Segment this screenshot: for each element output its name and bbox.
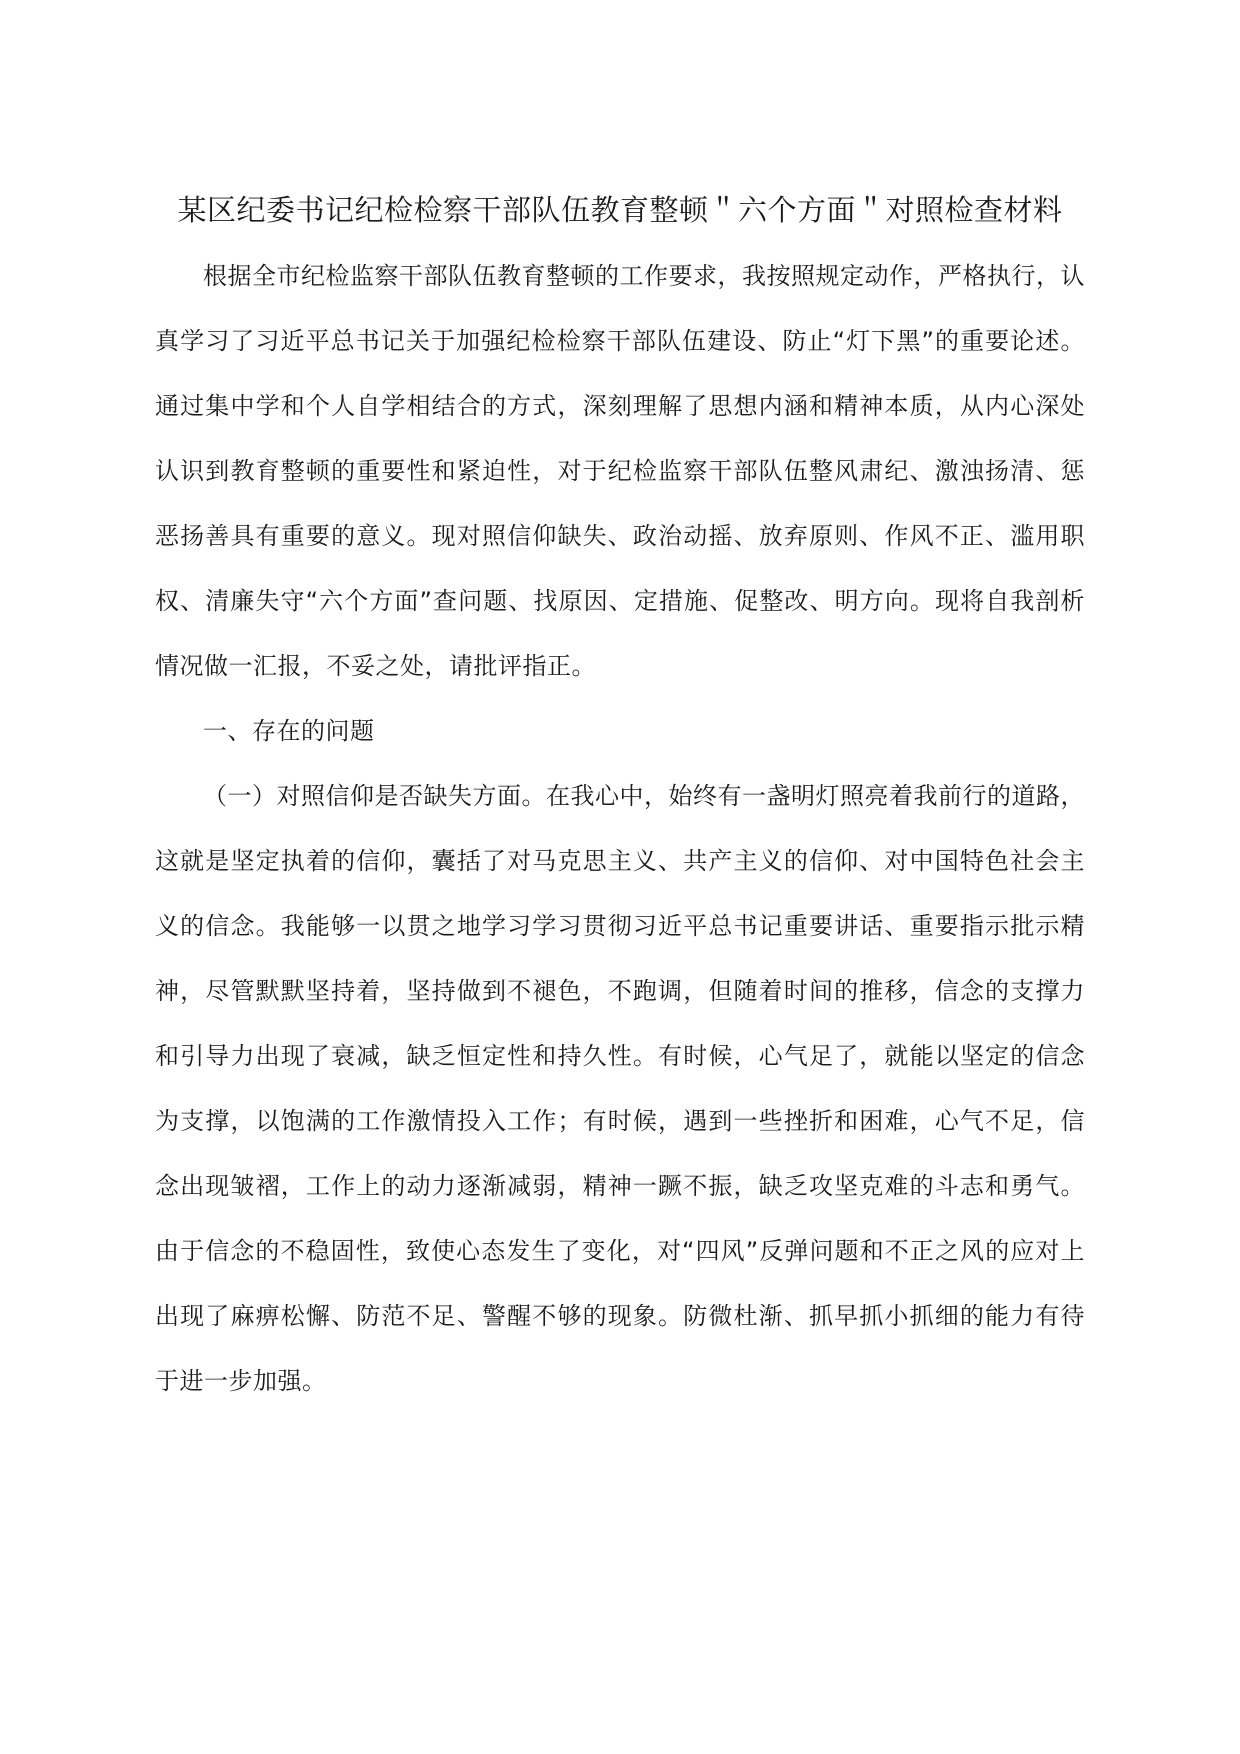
title-block: [155, 178, 1085, 242]
intro-paragraph: 根据全市纪检监察干部队伍教育整顿的工作要求，我按照规定动作，严格执行，认真学习了习近平总书记关于加强纪检检察干部队伍建设、防止“灯下黑”的重要论述。通过集中学和个人自学相结合的方式，深刻理解了思想内涵和精神本质，从内心深处认识到教育整顿的重要性和紧迫性，对于纪检监察干部队伍整风肃纪、激浊扬清、惩恶扬善具有重要的意义。现对照信仰缺失、政治动摇、放弃原则、作风不正、滥用职权、清廉失守“六个方面”查问题、找原因、定措施、促整改、明方向。现将自我剖析情况做一汇报，不妥之处，请批评指正。: [155, 262, 1085, 680]
section-heading: 一、存在的问题: [203, 717, 375, 745]
document-title: 某区纪委书记纪检检察干部队伍教育整顿＂六个方面＂对照检查材料: [177, 193, 1063, 227]
document-body: [155, 178, 1085, 1414]
body-paragraph: （一）对照信仰是否缺失方面。在我心中，始终有一盏明灯照亮着我前行的道路，这就是坚定执着的信仰，囊括了对马克思主义、共产主义的信仰、对中国特色社会主义的信念。我能够一以贯之地学习学习贯彻习近平总书记重要讲话、重要指示批示精神，尽管默默坚持着，坚持做到不褪色，不跑调，但随着时间的推移，信念的支撑力和引导力出现了衰减，缺乏恒定性和持久性。有时候，心气足了，就能以坚定的信念为支撑，以饱满的工作激情投入工作；有时候，遇到一些挫折和困难，心气不足，信念出现皱褶，工作上的动力逐渐减弱，精神一蹶不振，缺乏攻坚克难的斗志和勇气。由于信念的不稳固性，致使心态发生了变化，对“四风”反弹问题和不正之风的应对上出现了麻痹松懈、防范不足、警醒不够的现象。防微杜渐、抓早抓小抓细的能力有待于进一步加强。: [155, 782, 1085, 1395]
